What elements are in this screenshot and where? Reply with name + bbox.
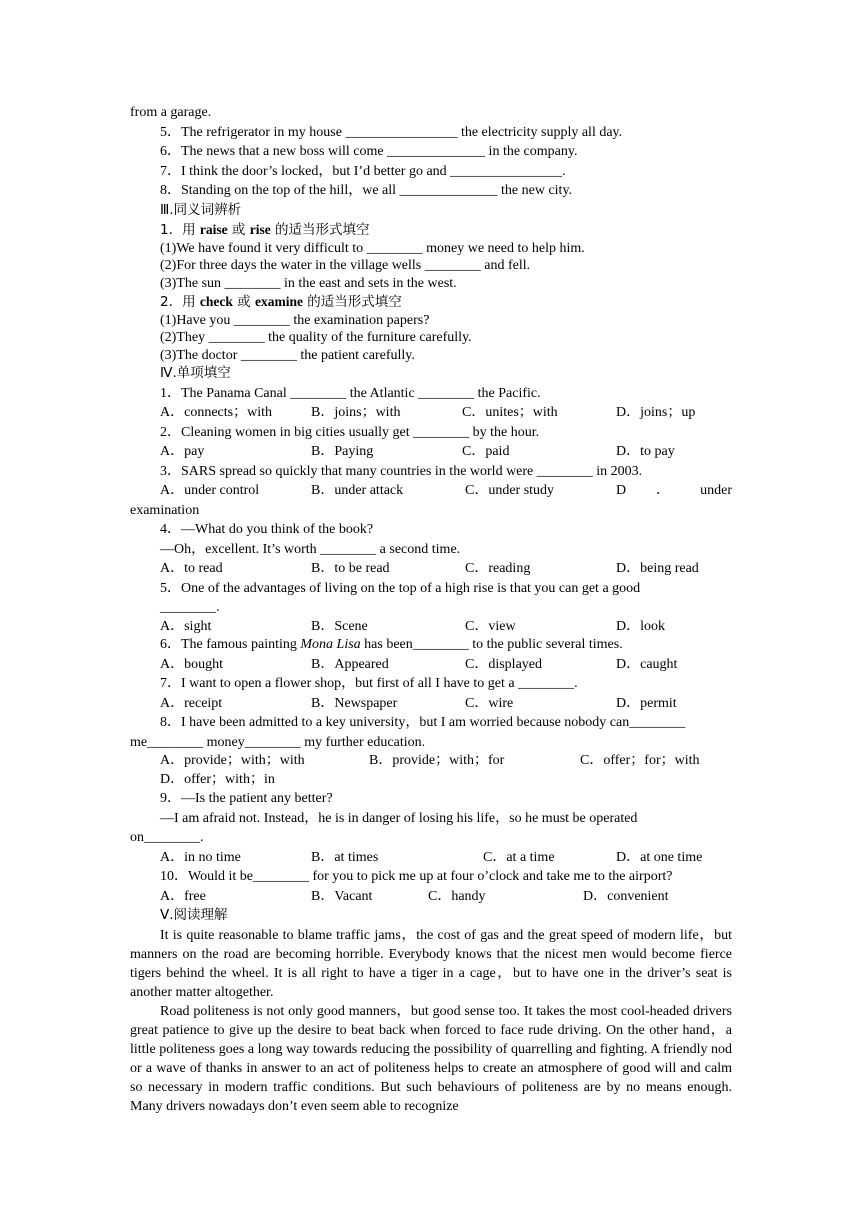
mc-options-10 xyxy=(130,887,732,907)
mc-question-9-cont: on________. xyxy=(130,830,204,845)
mc-question-9: 9．—Is the patient any better? xyxy=(160,791,333,806)
option-b: B．Scene xyxy=(311,618,368,634)
mc-options-2 xyxy=(130,442,732,462)
text-line: from a garage. xyxy=(130,105,212,120)
option-b: B．Paying xyxy=(311,444,374,459)
option-a: A．under control xyxy=(160,483,260,498)
option-d: D．being read xyxy=(616,561,699,576)
synonym-item: (1)We have found it very difficult to ________ money we need to help him. xyxy=(160,240,585,256)
mc-question-9-answer: —I am afraid not. Instead，he is in danger of losing his life，so he must be operated xyxy=(160,810,638,826)
option-d: D．convenient xyxy=(583,888,669,904)
option-d: D．to pay xyxy=(616,444,675,459)
question-8: 8．Standing on the top of the hill，we all ______________ the new city. xyxy=(160,183,573,198)
mc-options-9 xyxy=(130,848,732,868)
option-d-continuation: examination xyxy=(130,502,200,518)
mc-options-5 xyxy=(130,618,732,636)
option-d-text: under xyxy=(700,483,732,498)
option-a: A．connects；with xyxy=(160,405,272,420)
option-c: C．view xyxy=(465,618,516,634)
section-heading-3: Ⅲ.同义词辨析 xyxy=(160,201,242,218)
option-b: B．at times xyxy=(311,849,379,865)
option-b: B．Vacant xyxy=(311,888,373,904)
synonym-question-1-heading: 1．用 raise 或 rise 的适当形式填空 xyxy=(160,222,370,238)
mc-options-7 xyxy=(130,694,732,714)
mc-question-8-cont: me________ money________ my further education. xyxy=(130,734,426,750)
option-c: C．unites；with xyxy=(462,405,558,420)
option-b: B．under attack xyxy=(311,483,404,498)
option-c: C．offer；for；with xyxy=(580,753,700,768)
synonym-item: (3)The doctor ________ the patient carefully. xyxy=(160,347,415,363)
mc-question-1: 1．The Panama Canal ________ the Atlantic ________ the Pacific. xyxy=(160,385,541,401)
option-a: A．pay xyxy=(160,444,205,459)
option-a: A．free xyxy=(160,888,206,904)
reading-paragraph-2: Road politeness is not only good manners，but good sense too. It takes the most cool-headed drivers great patience to give up the desire to beat back when forced to face rude driving. On the other hand，a little politeness goes a long way towards reducing the possibility of quarrelling and fighting. A friendly nod or a wave of thanks in answer to an act of politeness helps to create an atmosphere of good will and calm so necessary in modern traffic conditions. But such behaviours of politeness are by no means enough. Many drivers nowadays don’t even seem able to recognize xyxy=(130,1003,732,1114)
synonym-item: (2)They ________ the quality of the furniture carefully. xyxy=(160,330,472,345)
mc-question-8: 8．I have been admitted to a key university，but I am worried because nobody can________ xyxy=(160,715,686,730)
mc-question-4: 4．—What do you think of the book? xyxy=(160,522,374,537)
option-b: B．joins；with xyxy=(311,405,401,420)
option-a: A．bought xyxy=(160,656,223,672)
option-d-dot: ． xyxy=(656,483,670,498)
section-heading-5: Ⅴ.阅读理解 xyxy=(160,907,228,923)
mc-question-5: 5．One of the advantages of living on the top of a high rise is that you can get a good xyxy=(160,580,641,596)
document-content xyxy=(130,103,732,1116)
option-c: C．handy xyxy=(428,888,486,904)
option-c: C．reading xyxy=(465,561,531,576)
mc-options-8 xyxy=(130,752,732,770)
mc-question-6: 6．The famous painting Mona Lisa has been________ to the public several times. xyxy=(160,637,623,652)
synonym-item: (1)Have you ________ the examination papers? xyxy=(160,312,430,328)
mc-question-2: 2．Cleaning women in big cities usually get ________ by the hour. xyxy=(160,424,540,440)
option-c: C．at a time xyxy=(483,849,555,865)
mc-question-3: 3．SARS spread so quickly that many countries in the world were ________ in 2003. xyxy=(160,463,643,479)
mc-question-7: 7．I want to open a flower shop，but first of all I have to get a ________. xyxy=(160,676,578,691)
section-heading-4: Ⅳ.单项填空 xyxy=(160,365,231,381)
question-6: 6．The news that a new boss will come ______________ in the company. xyxy=(160,144,578,159)
synonym-item: (2)For three days the water in the village wells ________ and fell. xyxy=(160,258,531,273)
option-d: D．caught xyxy=(616,656,678,672)
option-b: B．provide；with；for xyxy=(369,753,505,768)
option-d-letter: D xyxy=(616,483,627,498)
option-d: D．offer；with；in xyxy=(160,771,275,787)
question-5: 5．The refrigerator in my house ________________ the electricity supply all day. xyxy=(160,124,623,140)
option-d: D．permit xyxy=(616,695,677,711)
option-a: A．in no time xyxy=(160,849,241,865)
mc-options-4 xyxy=(130,559,732,579)
mc-options-6 xyxy=(130,655,732,675)
mc-options-3 xyxy=(130,481,732,501)
option-c: C．paid xyxy=(462,444,510,459)
mc-question-4-answer: —Oh，excellent. It’s worth ________ a second time. xyxy=(160,541,461,557)
option-d: D．at one time xyxy=(616,849,703,865)
option-c: C．displayed xyxy=(465,656,542,672)
option-a: A．sight xyxy=(160,618,212,634)
mc-options-1 xyxy=(130,403,732,423)
mc-question-5-blank: ________. xyxy=(160,600,220,615)
option-d: D．joins；up xyxy=(616,405,696,420)
option-c: C．under study xyxy=(465,483,555,498)
synonym-question-2-heading: 2．用 check 或 examine 的适当形式填空 xyxy=(160,294,402,310)
option-a: A．receipt xyxy=(160,695,223,711)
option-b: B．Newspaper xyxy=(311,695,398,711)
option-a: A．provide；with；with xyxy=(160,753,305,768)
option-c: C．wire xyxy=(465,695,514,711)
option-d: D．look xyxy=(616,618,665,634)
option-b: B．Appeared xyxy=(311,656,389,672)
mc-question-10: 10．Would it be________ for you to pick me up at four o’clock and take me to the airport? xyxy=(160,869,673,884)
synonym-item: (3)The sun ________ in the east and sets in the west. xyxy=(160,275,457,291)
option-b: B．to be read xyxy=(311,561,390,576)
reading-paragraph-1: It is quite reasonable to blame traffic jams，the cost of gas and the great speed of modern life，but manners on the road are becoming horrible. Everybody knows that the nicest men would become fierce tigers behind the wheel. It is all right to have a tiger in a cage，but to have one in the driver’s seat is another matter altogether. xyxy=(130,927,732,1000)
option-a: A．to read xyxy=(160,561,223,576)
question-7: 7．I think the door’s locked，but I’d better go and ________________. xyxy=(160,163,566,179)
